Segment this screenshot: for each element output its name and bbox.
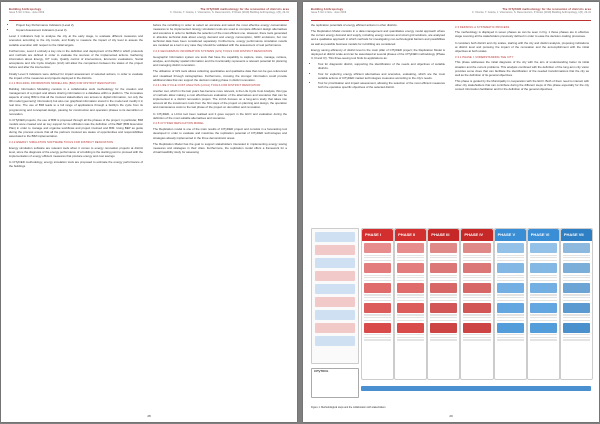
page-header: [311, 7, 591, 21]
phase-step-line: [497, 320, 524, 321]
phase-step-line: [563, 294, 590, 295]
citytool-label: CITyTOOL: [314, 369, 329, 373]
journal-name: Building Anthropology: [311, 8, 344, 11]
phase-label: PHASE VII: [561, 229, 592, 241]
phase-label: PHASE V: [495, 229, 526, 241]
phase-step-line: [463, 337, 490, 338]
phase-step-box: [364, 303, 391, 313]
paragraph: Finally Level 3 indicators were defined for impact assessment of selected actions, in order to evaluate the impact of the measures and projects deployed in the districts.: [9, 71, 143, 80]
column-right: [153, 23, 287, 156]
phase-step-box: [364, 243, 391, 253]
phase-step-line: [530, 280, 557, 281]
phase-step-line: [530, 275, 557, 276]
phase-step-line: [563, 339, 590, 340]
phase-step-box: [397, 303, 424, 313]
phase-step-line: [397, 280, 424, 281]
phase-step-line: [364, 277, 391, 278]
paragraph: In CITyFiED methodology, energy simulation tools are proposed to estimate the energy performance of the buildings: [9, 160, 143, 169]
paragraph: The Replication Model has the goal to support stakeholders interested in implementing energy saving measures and strategies in their cities. Furthermore, the replication model offers a framework for a virtual feasibility study for assessing: [153, 141, 287, 154]
phase-step-line: [397, 275, 424, 276]
phase-step-line: [463, 314, 490, 315]
section-heading: 3.3.1 PHASE I: UNDERSTANDING THE CITY: [455, 55, 514, 59]
stakeholder-row: [315, 336, 355, 346]
bullet-list: [9, 23, 143, 32]
paragraph: before the retrofitting in order to select an accurate and select the most effective energy conservation measures to be implemented. Energy simulation tools are used to compare different design alternatives and scenarios in order to facilitate the selection of the most efficient one. However, there tools generated in absolute technical data about energy demand and energy consumption, GDD emissions, but non technical data have been considered separately. Furthermore, energy performance simulation results are modeled as a tool in any case they should be validated with the assessment of real performance.: [153, 23, 287, 48]
paragraph: Energy saving efficiency of district level is the main pillar of CITyFiED project; the Replication Model is deployed at district scale and can be associated at several phases of the CITyFiED methodology (Phase II, III and IV). This three-seeing tool finds its applications as:: [311, 47, 445, 61]
phase-step-line: [563, 334, 590, 335]
paragraph: Geographic Information system are tools that have the capability to capture, store, manage, retrieve, analyse, and display spatial information and the functionality represents a relevant potential for planning and managing district renovation.: [153, 54, 287, 68]
page-number: 28: [147, 414, 151, 418]
phase-step-line: [397, 277, 424, 278]
journal-name: Building Anthropology: [9, 8, 42, 11]
phase-step-line: [463, 320, 490, 321]
phase-step-line: [463, 294, 490, 295]
paragraph: The Replication Model consists in a data management and quantitative energy model approach where the current energy demand and supply, including energy sources and smart grid solutions, are analysed and a qualitative approach in which methods for investigating non-technological barriers and possibilities as well as possible business models for retrofitting are considered.: [311, 29, 445, 46]
phase-step-line: [364, 294, 391, 295]
phase-step-line: [430, 275, 457, 276]
phase-step-box: [430, 263, 457, 273]
phase-step-line: [364, 317, 391, 318]
list-item: • Tool for diagnostic district, supporting the identification of the needs and objectives of suitable districts.: [318, 62, 445, 70]
phase-step-box: [530, 283, 557, 293]
phase-step-line: [497, 300, 524, 301]
phase-step-line: [397, 257, 424, 258]
phase-step-line: [463, 275, 490, 276]
stakeholder-row: [315, 258, 355, 268]
phase-step-line: [497, 339, 524, 340]
phase-step-line: [530, 320, 557, 321]
phase-step-line: [497, 280, 524, 281]
phase-step-box: [530, 323, 557, 333]
article-title: The CITyFiED methodology for the renovation of districts area: [502, 8, 591, 11]
phase-step-line: [497, 275, 524, 276]
phase-step-line: [430, 297, 457, 298]
phase-step-line: [430, 257, 457, 258]
stakeholder-row: [315, 284, 355, 294]
phase-step-box: [563, 323, 590, 333]
phase-step-line: [530, 339, 557, 340]
phase-step-line: [530, 297, 557, 298]
authors: F. Vicente, T. Gracia, J. Vicenteiros, S. Resurrección, P. Rossi (2019) Building Anthropology, 1(5), 23-31: [472, 11, 591, 15]
phase-step-line: [364, 339, 391, 340]
phase-step-line: [397, 297, 424, 298]
phase-step-line: [530, 337, 557, 338]
phase-step-line: [563, 314, 590, 315]
section-heading: 3.3 DEFINING A SYSTEMATIC PROCESS: [455, 25, 510, 29]
methodology-figure: [311, 228, 591, 412]
paragraph: Building Information Modelling consists in a collaborative work methodology for the creation and management of a project and allows sharing information in a database within a platform. The innovative aspects of using BIM is that all the involved stakeholders can access to digital information, not only the 3D model (geometry) information) but also non graphical information stored in the model and modify it in real time. The use of BIM leads to a full range of applications through a facility's life cycle from its programming and conceptual design, passing for construction and operation phases to its demolition or renovation.: [9, 87, 143, 116]
left-page: [1, 2, 297, 422]
phase-step-line: [563, 320, 590, 321]
phase-step-line: [563, 257, 590, 258]
phase-step-line: [563, 277, 590, 278]
phase-step-line: [430, 280, 457, 281]
phase-step-line: [497, 294, 524, 295]
phase-label: PHASE II: [395, 229, 426, 241]
list-item: • Project Key Performance Indicators (Level 2),: [16, 23, 143, 27]
phase-step-line: [530, 260, 557, 261]
list-item: • Impact Assessment Indicators (Level 3).: [16, 28, 143, 32]
phase-step-line: [364, 255, 391, 256]
phase-step-box: [463, 323, 490, 333]
phase-step-line: [364, 334, 391, 335]
phase-step-line: [563, 260, 590, 261]
phase-step-line: [497, 260, 524, 261]
phase-step-box: [497, 323, 524, 333]
phase-step-line: [563, 280, 590, 281]
column-left: [9, 23, 143, 171]
paragraph: The Replication model is one of the main results of CITyFiED project and consists in a forecasting tool developed in order to evaluate and maximise the replication potential of CITyFiED technologies and strategies already implemented in the three demonstrator areas.: [153, 127, 287, 140]
phase-label: PHASE III: [428, 229, 459, 241]
phase-label: PHASE VI: [528, 229, 559, 241]
phase-step-box: [463, 263, 490, 273]
phase-column: [427, 228, 460, 380]
phase-step-line: [463, 339, 490, 340]
phase-step-line: [430, 320, 457, 321]
phase-step-box: [397, 243, 424, 253]
phase-step-box: [364, 283, 391, 293]
phase-step-line: [397, 337, 424, 338]
section-heading: 3.2.5 CITYFIED REPLICATION MODEL: [153, 122, 204, 126]
phase-step-box: [430, 283, 457, 293]
authors: F. Vicente, T. Gracia, J. Vicenteiros, S. Resurrección, P. Rossi (2019) Building Anthropology, 1(5), 23-31: [170, 11, 289, 15]
paragraph: The utilisation of GIS tools allows collecting quantitative and qualitative data that can be geo-referenced and visualised through cartographies. Furthermore, crossing the stronger information could provide additional data that can support the decision making phase in district renovation.: [153, 69, 287, 82]
phase-step-box: [497, 303, 524, 313]
phase-step-line: [463, 300, 490, 301]
page-number: 29: [449, 414, 453, 418]
paragraph: This phase addresses the initial diagnosis of the city with the aim of understanding better its initial situation and the current problems. This analysis combined with the definition of the long-term city vision provides some clues that can facilitate the identification of the needed transformations that the city as well as the definition of its general objectives.: [455, 60, 589, 77]
figure-caption: Figure 1. Methodological steps and the collaboration with stakeholders: [311, 406, 386, 409]
paragraph: In CITyFiED projects, the use of BIM is proposed through all the phases of the project; in particular, BIM models were created and an key support for its utilization was the definition of the BEP (BIM Execution Plan) in order to manage and organise workflows and project involved and BIM. Using BEP as guide during the process ensure that all the partners involved are aware of opportunities and responsibilities associated to the BIM implementation.: [9, 117, 143, 139]
phase-step-line: [463, 334, 490, 335]
phase-step-box: [563, 263, 590, 273]
phase-step-box: [397, 323, 424, 333]
phase-step-line: [430, 260, 457, 261]
stakeholder-row: [315, 323, 355, 333]
phase-label: PHASE I: [362, 229, 393, 241]
paragraph: Level 1 indicators help to analyse the city at the early stage, to evaluate different measures and scenarios according to the city trends, and finally to measure the impact of city level to assess the suitable execution with respect to the initial targets.: [9, 34, 143, 47]
phase-step-line: [397, 317, 424, 318]
phase-step-line: [364, 260, 391, 261]
phase-step-line: [563, 275, 590, 276]
section-heading: 3.2.2 ENERGY SIMULATION SOFTWARE TOOLS FOR DISTRICT RENOVATION: [9, 140, 114, 144]
phase-step-box: [364, 323, 391, 333]
phase-step-line: [364, 337, 391, 338]
stakeholder-column: [311, 228, 359, 364]
issue-info: Issue 5 Vol 1 Now - June 2019: [9, 11, 45, 15]
phase-step-line: [530, 300, 557, 301]
section-heading: 3.2.3 GEOGRAPHIC INFORMATION SYSTEMS (GIS) TOOLS FOR DISTRICT RENOVATION: [153, 50, 273, 54]
phase-step-line: [364, 275, 391, 276]
phase-column: [494, 228, 527, 380]
paragraph: In CITyFiED, a LCCA tool been realised and it gave support in the ECO and evaluation during the definition of the most suitable alternatives and scenarios.: [153, 111, 287, 120]
phase-step-line: [397, 339, 424, 340]
phase-step-line: [530, 317, 557, 318]
phase-column: [560, 228, 593, 380]
issue-info: Issue 5 Vol 1 Now - June 2019: [311, 11, 347, 15]
phase-column: [527, 228, 560, 380]
phase-step-line: [497, 255, 524, 256]
phase-step-box: [463, 283, 490, 293]
timeline-bar: [361, 386, 591, 391]
phase-column: [460, 228, 493, 380]
phase-step-box: [530, 303, 557, 313]
paragraph: The methodology is displayed in seven phases as can be seen in Fig. 1 those phases are in effective stage covering all the stakeholders previously defined in order to ease the decision-making processes.: [455, 30, 589, 39]
phase-step-line: [497, 277, 524, 278]
article-title: The CITyFiED methodology for the renovation of districts area: [200, 8, 289, 11]
phase-step-line: [397, 294, 424, 295]
phase-step-line: [563, 300, 590, 301]
page-header: [9, 7, 289, 21]
phase-step-line: [530, 294, 557, 295]
phase-step-line: [463, 317, 490, 318]
phase-step-line: [463, 260, 490, 261]
phase-step-box: [430, 323, 457, 333]
phase-step-box: [463, 243, 490, 253]
phase-step-box: [530, 263, 557, 273]
phase-step-line: [463, 277, 490, 278]
section-heading: 3.2.4 LIFE CYCLE COST ANALYSIS (LCCA) TOOLS FOR DISTRICT RENOVATION: [153, 84, 261, 88]
phase-step-line: [364, 280, 391, 281]
phase-step-line: [463, 257, 490, 258]
citytool-box: [311, 368, 359, 398]
stakeholder-row: [315, 232, 355, 242]
phase-step-line: [563, 297, 590, 298]
phase-step-box: [430, 243, 457, 253]
phase-step-line: [364, 257, 391, 258]
phase-step-box: [497, 263, 524, 273]
paragraph: Furthermore, Level 2 embody a key role in the definition and deployment of the BIM in which protocols and methods are defined in order to evaluate the success of the implemented actions. Gathering information about Energy, ICT tools, Quality control of interventions, Economic evaluations, Social acceptance and Life Cycle Analysis (LCA) will allow the comparison between the status of the project before and after the intervention.: [9, 48, 143, 70]
list-item: • Tool for prioritisation and impact assessment, allowing the selection of the most efficient measures both the operative specific objectives of the selected district.: [318, 81, 445, 89]
bullet-list: [311, 62, 445, 89]
stakeholder-row: [315, 245, 355, 255]
phase-step-box: [563, 243, 590, 253]
phase-step-box: [397, 263, 424, 273]
phase-step-line: [397, 260, 424, 261]
phase-step-line: [497, 314, 524, 315]
phase-step-box: [563, 303, 590, 313]
phase-step-line: [497, 337, 524, 338]
phase-step-line: [430, 300, 457, 301]
phase-step-line: [430, 334, 457, 335]
phase-step-line: [463, 280, 490, 281]
phase-step-line: [430, 277, 457, 278]
stakeholder-row: [315, 297, 355, 307]
phase-step-line: [497, 297, 524, 298]
phase-step-line: [530, 277, 557, 278]
phase-step-line: [430, 255, 457, 256]
phase-step-line: [364, 314, 391, 315]
phase-step-box: [364, 263, 391, 273]
right-page: [303, 2, 599, 422]
phase-step-box: [497, 243, 524, 253]
paragraph: the replication potentials of energy efficient actions in other districts.: [311, 23, 398, 27]
phase-step-line: [430, 337, 457, 338]
column-left: [311, 23, 445, 91]
phase-step-line: [563, 337, 590, 338]
phase-step-line: [563, 317, 590, 318]
phase-step-line: [397, 314, 424, 315]
column-right: [455, 23, 589, 93]
phase-step-line: [497, 317, 524, 318]
phase-step-line: [530, 255, 557, 256]
phase-column: [361, 228, 394, 380]
phase-step-line: [530, 314, 557, 315]
paragraph: It considers both district and city scales, starting with the city and district analysis, proposing indications at district level and pursuing the impact of the renovation and the accomplishment with the initial objectives at both scales.: [455, 40, 589, 53]
phase-step-line: [497, 257, 524, 258]
phase-step-box: [530, 243, 557, 253]
phase-step-line: [430, 339, 457, 340]
section-heading: 3.2.1 BUILDING INFORMATION MODELLING (BIM) FOR DISTRICT RENOVATION: [9, 82, 116, 86]
phase-step-line: [430, 317, 457, 318]
phase-step-line: [497, 334, 524, 335]
phase-label: PHASE IV: [461, 229, 492, 241]
phase-step-line: [397, 320, 424, 321]
stakeholder-row: [315, 310, 355, 320]
list-item: • Tool for exploring energy efficient alternatives and scenarios, evaluating, which are the most suitable actions of CITyFiED market technologies measures according to the city's needs.: [318, 72, 445, 80]
phase-step-box: [497, 283, 524, 293]
phase-column: [394, 228, 427, 380]
phase-step-line: [397, 255, 424, 256]
phase-step-line: [364, 320, 391, 321]
phase-step-line: [364, 297, 391, 298]
phase-step-line: [397, 334, 424, 335]
stakeholder-row: [315, 271, 355, 281]
phase-step-box: [397, 283, 424, 293]
paragraph: Energy simulation software are relevant tools when it comes to energy renovation projects at district level, since the diagnosis of the energy performance of a building is the starting point to proceed with the implementation of energy efficient measures that produce energy and cost savings.: [9, 145, 143, 158]
phase-step-line: [530, 334, 557, 335]
phase-step-box: [430, 303, 457, 313]
phase-step-line: [430, 294, 457, 295]
phase-step-line: [463, 255, 490, 256]
phase-step-box: [563, 283, 590, 293]
phase-step-line: [397, 300, 424, 301]
paragraph: Another tool, which in the last years has become more relevant, is the Life Cycle Cost Analysis, this type of methods allow making a cost effectiveness evaluation of the alternatives and scenarios that can be implemented in a district renovation project. The LCCA focuses on a long-term study that takes into account all the investment costs from the first steps of the project on planning and design, the operation and maintenance costs to the last phase of the project on demolition and renovation.: [153, 89, 287, 110]
phase-step-line: [463, 297, 490, 298]
phase-step-box: [463, 303, 490, 313]
paragraph: This phase is guided by the Municipality in cooperation with the ECO. Both of them need to interact with other city stakeholders that can contribute during the different steps of this phase especially for the city context information facilitation and for the definition of the general objectives.: [455, 79, 589, 92]
phase-step-line: [563, 255, 590, 256]
phase-step-line: [430, 314, 457, 315]
phase-step-line: [530, 257, 557, 258]
phase-step-line: [364, 300, 391, 301]
